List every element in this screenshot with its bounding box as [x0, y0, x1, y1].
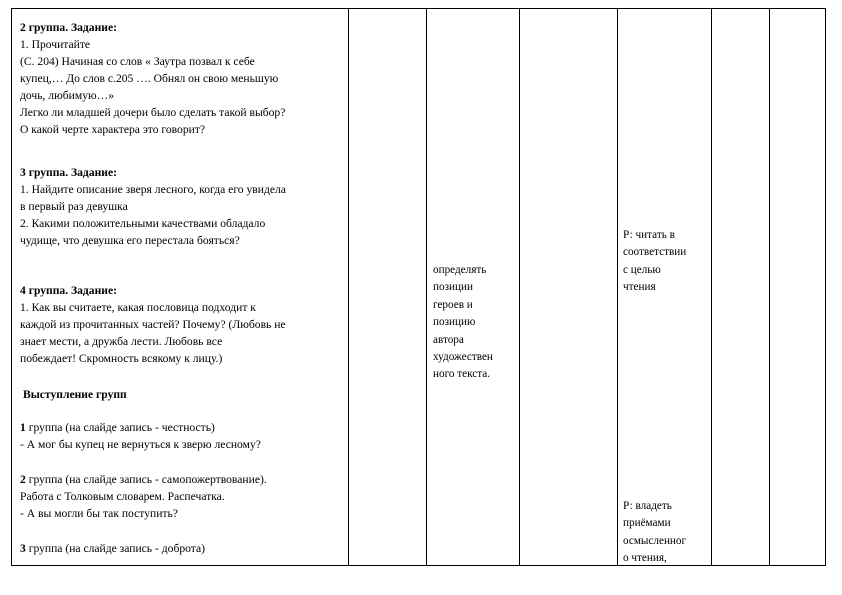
group-3-title: 3 группа. Задание:: [20, 166, 117, 179]
presentation-heading: [23, 386, 127, 403]
group-4-line: 1. Как вы считаете, какая пословица подходит к: [20, 301, 256, 314]
group-2-line: Легко ли младшей дочери было сделать такой выбор?: [20, 106, 286, 119]
group-2-number: 2: [20, 473, 26, 486]
group-3-number: 3: [20, 542, 26, 555]
group-3-line: 1. Найдите описание зверя лесного, когда его увидела: [20, 183, 286, 196]
regulative-bottom: [623, 498, 686, 568]
group-2-line: 1. Прочитайте: [20, 38, 91, 51]
group-2-label: группа (на слайде запись - самопожертвование).: [25, 473, 267, 486]
group-4-line: побеждает! Скромность всякому к лицу.): [20, 352, 223, 365]
regulative-line: о чтения,: [623, 552, 667, 565]
group-2-task: [20, 19, 285, 138]
regulative-top: [623, 227, 686, 297]
group-1-question: - А мог бы купец не вернуться к зверю лесному?: [20, 438, 261, 451]
empty-cell: [520, 9, 618, 566]
competency-line: определять: [433, 264, 487, 276]
group-3-line: 2. Какими положительными качествами обладало: [20, 217, 266, 230]
regulative-line: приёмами: [623, 517, 671, 530]
group-2-question: - А вы могли бы так поступить?: [20, 507, 178, 520]
competency-text: [433, 262, 493, 384]
group-3-line: чудище, что девушка его перестала бояться?: [20, 234, 240, 247]
lesson-plan-table: [11, 8, 826, 566]
regulative-line: Р: владеть: [623, 500, 672, 512]
group-4-task: [20, 282, 286, 367]
competency-cell: [427, 9, 520, 566]
regulative-line: чтения: [623, 281, 656, 294]
group-3-line: в первый раз девушка: [20, 200, 128, 213]
competency-line: позиции: [433, 281, 473, 294]
competency-line: автора: [433, 333, 464, 346]
empty-cell: [770, 9, 826, 566]
group-3-label: группа (на слайде запись - доброта): [25, 542, 206, 555]
regulative-cell: [618, 9, 712, 566]
group-2-title: 2 группа. Задание:: [20, 21, 117, 34]
group-3-presentation: [20, 540, 205, 557]
regulative-line: соответствии: [623, 246, 687, 259]
table-row: [12, 9, 826, 566]
group-1-presentation: [20, 419, 261, 453]
competency-line: героев и: [433, 298, 473, 311]
group-2-note: Работа с Толковым словарем. Распечатка.: [20, 490, 225, 503]
group-2-line: (С. 204) Начиная со слов « Заутра позвал к себе: [20, 55, 255, 68]
group-3-task: [20, 164, 286, 249]
group-4-title: 4 группа. Задание:: [20, 284, 117, 297]
empty-cell: [712, 9, 770, 566]
group-1-label: группа (на слайде запись - честность): [25, 421, 215, 434]
group-1-number: 1: [20, 421, 26, 434]
competency-line: ного текста.: [433, 368, 491, 381]
competency-line: художествен: [433, 351, 493, 364]
regulative-line: Р: читать в: [623, 229, 675, 241]
presentation-title: Выступление групп: [23, 388, 127, 401]
group-4-line: знает мести, а дружба лести. Любовь все: [20, 335, 223, 348]
competency-line: позицию: [433, 316, 476, 329]
group-2-line: дочь, любимую…»: [20, 89, 115, 102]
empty-cell: [349, 9, 427, 566]
regulative-line: осмысленног: [623, 534, 687, 547]
group-2-line: О какой черте характера это говорит?: [20, 123, 206, 136]
tasks-cell: [12, 9, 349, 566]
group-4-line: каждой из прочитанных частей? Почему? (Любовь не: [20, 318, 286, 331]
regulative-line: с целью: [623, 263, 661, 276]
group-2-line: купец,… До слов с.205 …. Обнял он свою меньшую: [20, 72, 279, 85]
group-2-presentation: [20, 471, 267, 522]
